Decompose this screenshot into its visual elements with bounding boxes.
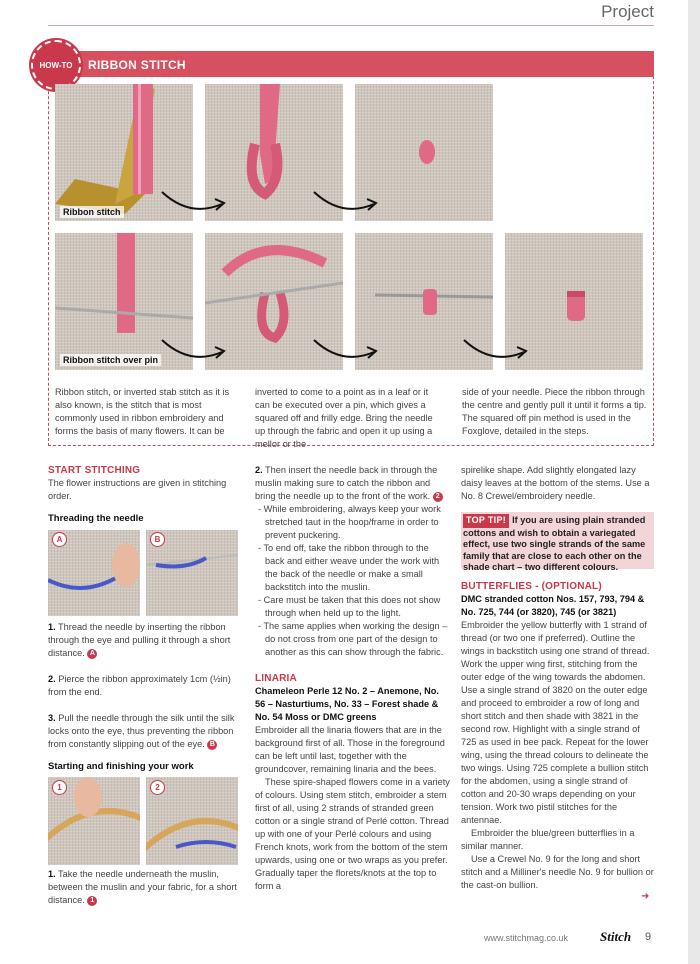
howto-intro-2: inverted to come to a point as in a leaf or it can be executed over a pin, which gives a squared off and frilly edge. Bring the needle up through the fabric and open it up using a mellor or the	[255, 387, 433, 449]
ribbon-stitch-label: Ribbon stitch	[60, 206, 124, 218]
photo-marker-b: B	[150, 532, 165, 547]
page-number: 9	[645, 931, 652, 943]
butterflies-text-2: Embroider the blue/green butterflies in a similar manner.	[461, 828, 635, 851]
butterflies-heading: BUTTERFLIES - (OPTIONAL)	[461, 581, 602, 592]
section-label: Project	[601, 2, 654, 21]
howto-intro-3: side of your needle. Piece the ribbon through the centre and gently pull it until it forms a tip. The squared off pin method is used in the Foxglove, detailed in the steps.	[462, 387, 647, 436]
howto-badge-text: HOW-TO	[39, 60, 73, 70]
step-ref-a: A	[87, 649, 97, 659]
top-tip-tag: TOP TIP!	[463, 514, 509, 528]
footer-magazine: Stitch	[600, 929, 632, 944]
thread-step-2	[48, 673, 243, 699]
threading-steps	[48, 621, 243, 773]
photo-marker-a: A	[52, 532, 67, 547]
tip-bullet-3: - Care must be taken that this does not show through when held up to the light.	[258, 595, 441, 618]
thread-step-3-number: 3.	[48, 713, 56, 723]
howto-badge	[31, 40, 81, 90]
arrow-icon	[160, 336, 230, 366]
start-step-1	[48, 868, 243, 907]
thread-step-3	[48, 712, 243, 751]
arrow-icon	[312, 188, 382, 218]
linaria-text-1: Embroider all the linaria flowers that are in the background first of all. Those in the foreground can be left until last, together with the groundcover, remaining linaria and the bees.	[255, 725, 445, 774]
photo-marker-2: 2	[150, 780, 165, 795]
ribbon-pin-label: Ribbon stitch over pin	[60, 354, 161, 366]
column-1	[48, 464, 243, 525]
tip-bullet-4: - The same applies when working the design – do not cross from one part of the design to another as this can show through the fabric.	[258, 621, 448, 657]
start-stitching-heading: START STITCHING	[48, 465, 141, 476]
starting-finishing-heading: Starting and finishing your work	[48, 761, 194, 772]
linaria-materials: Chameleon Perle 12 No. 2 – Anemone, No. 56 – Nasturtiums, No. 33 – Forest shade & No. 54 Moss or DMC greens	[255, 686, 439, 722]
step-ref-b: B	[207, 740, 217, 750]
footer-url: www.stitchmag.co.uk	[484, 933, 569, 943]
start-step-2	[255, 464, 450, 503]
column-3-bottom	[461, 580, 654, 892]
start-step-2-text: Then insert the needle back in through the muslin making sure to catch the ribbon and bring the needle up to the front of the work.	[255, 465, 438, 501]
start-stitching-text: The flower instructions are given in stitching order.	[48, 478, 227, 501]
top-tip-box	[461, 512, 654, 572]
linaria-heading: LINARIA	[255, 673, 297, 684]
butterflies-materials: DMC stranded cotton Nos. 157, 793, 794 & No. 725, 744 (or 3820), 745 (or 3821)	[461, 594, 645, 617]
thread-step-3-text: Pull the needle through the silk until the silk locks onto the eye, thus preventing the ribbon from constantly slipping out of the eye.	[48, 713, 235, 749]
howto-intro-1: Ribbon stitch, or inverted stab stitch as it is also known, is the stitch that is most commonly used in ribbon embroidery and forms the basis of many flowers. It can be	[55, 387, 230, 436]
linaria-text-2: These spire-shaped flowers come in a variety of colours. Using stem stitch, embroider a stem first of all, using 2 strands of stranded green cotton or a single strand of Perlé cotton. Thread up with one of your Perlé colours and using French knots, work from the bottom of the stem upwards, using one or two wraps as you prefer. Gradually taper the florets/knots at the top to form a	[255, 777, 450, 891]
top-tip-content	[463, 514, 652, 574]
start-step-1-text: Take the needle underneath the muslin, between the muslin and your fabric, for a short distance.	[48, 869, 237, 905]
thread-step-1	[48, 621, 243, 660]
thread-step-2-text: Pierce the ribbon approximately 1cm (½in) from the end.	[48, 674, 231, 697]
page-edge	[688, 0, 700, 964]
continue-arrow-icon: ➜	[641, 891, 650, 902]
butterflies-text-3: Use a Crewel No. 9 for the long and short stitch and a Milliner's needle No. 9 for bullion or the cast-on bullion.	[461, 854, 654, 890]
thread-step-1-number: 1.	[48, 622, 56, 632]
step-ref-1: 1	[87, 896, 97, 906]
photo-marker-1: 1	[52, 780, 67, 795]
column-2	[255, 464, 450, 893]
tip-bullet-2: - To end off, take the ribbon through to the back and either weave under the work with the back of the needle or make a small backstitch into the muslin.	[258, 543, 440, 592]
column-3-top	[461, 464, 654, 503]
threading-heading: Threading the needle	[48, 513, 144, 524]
starting-steps	[48, 868, 243, 907]
header-rule	[48, 25, 654, 26]
top-tip-text: If you are using plain stranded cottons and wish to obtain a variegated effect, use two single strands of the same family that are close to each other on the shade chart – two different colours.	[463, 515, 646, 572]
tip-bullet-1: - While embroidering, always keep your work stretched taut in the hoop/frame in order to prevent puckering.	[258, 504, 441, 540]
howto-title: RIBBON STITCH	[88, 58, 186, 72]
thread-step-1-text: Thread the needle by inserting the ribbon through the eye and pulling it through a short distance.	[48, 622, 231, 658]
step-ref-2: 2	[433, 492, 443, 502]
arrow-icon	[462, 336, 532, 366]
arrow-icon	[160, 188, 230, 218]
start-step-2-number: 2.	[255, 465, 263, 475]
start-step-1-number: 1.	[48, 869, 56, 879]
thread-step-2-number: 2.	[48, 674, 56, 684]
linaria-text-3: spirelike shape. Add slightly elongated lazy daisy leaves at the bottom of the stems. Use a No. 8 Crewel/embroidery needle.	[461, 465, 650, 501]
butterflies-text-1: Embroider the yellow butterfly with 1 strand of thread (or two one if preferred). Outline the wings in backstitch using one strand of thread. Work the upper wing first, stitching from the outer edge of the wing towards the abdomen. Use a single strand of 3820 on the outer edge and proceed to embroider a row of long and short stitch and then shade with 3821 in the second row. Highlight with a single strand of 725 as used in bee pack. Repeat for the lower wing, using the thread colours to delineate the two wings. Using 725 complete a bullion stitch for the abdomen, using a single strand of cotton and 20-30 wraps depending on your tension. Work two pistil stitches for the antennae.	[461, 620, 650, 825]
arrow-icon	[312, 336, 382, 366]
